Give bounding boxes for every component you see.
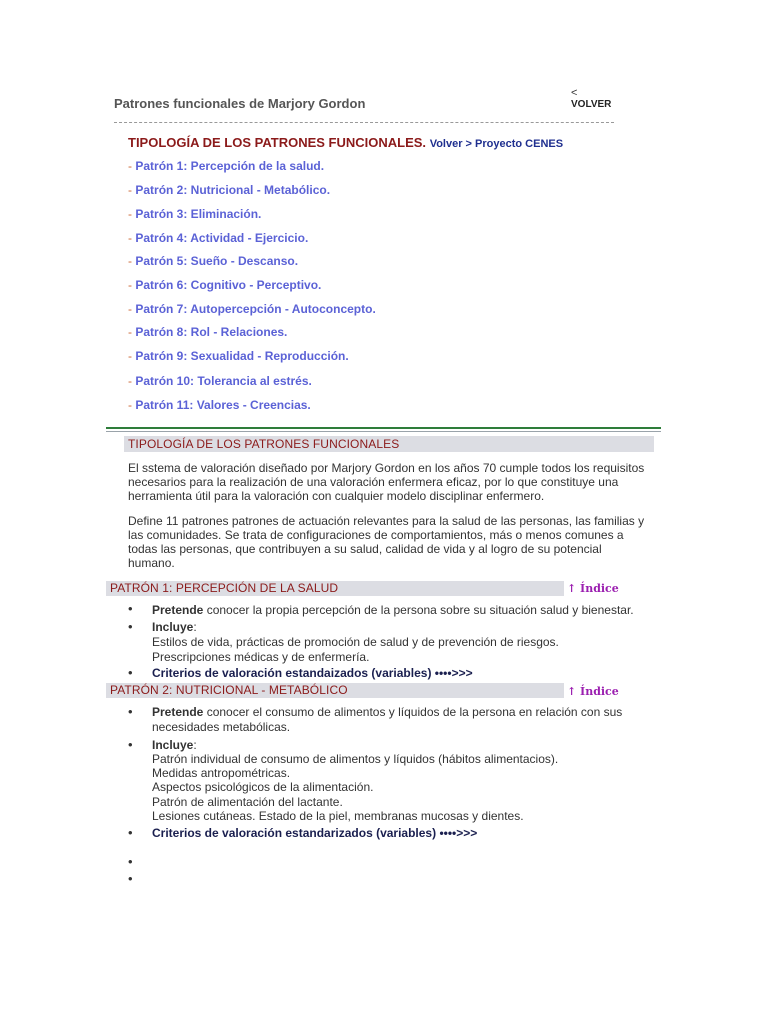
index-link-patron-10[interactable] [128, 374, 312, 388]
breadcrumb-link[interactable]: Volver > Proyecto CENES [429, 138, 564, 150]
dash: - [128, 207, 132, 221]
index-link-label: Patrón 8: Rol - Relaciones. [135, 325, 288, 339]
index-link-patron-1[interactable] [128, 159, 324, 173]
pretende-label: Pretende [152, 603, 204, 617]
define-paragraph: Define 11 patrones patrones de actuación relevantes para la salud de las personas, las familias y las comunidades. Se trata de configuraciones de comportamientos, más o menos comunes a todas las personas, que contribuyen a su salud, calidad de vida y al logro de su potencial humano. [128, 514, 645, 570]
index-link-label: Patrón 10: Tolerancia al estrés. [135, 374, 312, 388]
pattern-1-heading: PATRÓN 1: PERCEPCIÓN DE LA SALUD [106, 581, 564, 596]
page-title: Patrones funcionales de Marjory Gordon [114, 96, 366, 111]
empty-bullet: • [128, 854, 133, 869]
pattern-1-pretende [152, 603, 634, 618]
bullet: • [128, 737, 133, 752]
dash: - [128, 278, 132, 292]
back-link[interactable]: VOLVER [571, 99, 612, 110]
incluye-colon: : [193, 620, 197, 634]
index-link-patron-9[interactable] [128, 349, 349, 363]
index-link-label: Patrón 4: Actividad - Ejercicio. [135, 231, 309, 245]
section-divider-green [106, 427, 661, 429]
index-link-label: Patrón 3: Eliminación. [135, 207, 262, 221]
section-heading: TIPOLOGÍA DE LOS PATRONES FUNCIONALES [124, 436, 654, 452]
pattern-2-incluye-line: Lesiones cutáneas. Estado de la piel, membranas mucosas y dientes. [152, 809, 524, 823]
pattern-2-incluye-line: Patrón individual de consumo de alimentos y líquidos (hábitos alimentacios). [152, 752, 559, 766]
pattern-2-pretende-cont: necesidades metabólicas. [152, 720, 291, 734]
index-heading-text: TIPOLOGÍA DE LOS PATRONES FUNCIONALES. [128, 135, 427, 150]
pretende-text: conocer el consumo de alimentos y líquidos de la persona en relación con sus [203, 705, 623, 719]
pattern-1-incluye [152, 620, 197, 635]
pattern-1-criteria-link[interactable]: Criterios de valoración estandaizados (variables) ••••>>> [152, 666, 473, 680]
index-link-patron-8[interactable] [128, 325, 287, 339]
incluye-colon: : [193, 738, 197, 752]
index-link-patron-5[interactable] [128, 254, 298, 268]
dash: - [128, 183, 132, 197]
dash: - [128, 254, 132, 268]
dash: - [128, 374, 132, 388]
dash: - [128, 231, 132, 245]
index-link-label: Patrón 5: Sueño - Descanso. [135, 254, 299, 268]
pretende-label: Pretende [152, 705, 204, 719]
section-divider-grey [106, 431, 661, 432]
header-divider [114, 122, 614, 123]
pattern-2-incluye-line: Medidas antropométricas. [152, 766, 291, 780]
pattern-2-incluye-line: Patrón de alimentación del lactante. [152, 795, 343, 809]
pattern-2-heading: PATRÓN 2: NUTRICIONAL - METABÓLICO [106, 683, 564, 698]
pattern-2-criteria-link[interactable]: Criterios de valoración estandarizados (variables) ••••>>> [152, 826, 478, 840]
pattern-1-incluye-line: Prescripciones médicas y de enfermería. [152, 650, 370, 664]
dash: - [128, 398, 132, 412]
bullet: • [128, 619, 133, 634]
dash: - [128, 159, 132, 173]
empty-bullet: • [128, 871, 133, 886]
pretende-text: conocer la propia percepción de la persona sobre su situación salud y bienestar. [203, 603, 634, 617]
index-link-patron-3[interactable] [128, 207, 261, 221]
bullet: • [128, 665, 133, 680]
index-link-label: Patrón 2: Nutricional - Metabólico. [135, 183, 331, 197]
back-arrow-icon: < [571, 87, 578, 99]
dash: - [128, 349, 132, 363]
bullet: • [128, 704, 133, 719]
bullet: • [128, 601, 133, 616]
indice-link-2[interactable]: ↑ Índice [567, 685, 619, 698]
intro-paragraph: El sstema de valoración diseñado por Marjory Gordon en los años 70 cumple todos los requisitos necesarios para la realización de una valoración enfermera eficaz, por lo que constituye una herramienta útil para la valoración con cualquier modelo disciplinar enfermero. [128, 461, 645, 503]
incluye-label: Incluye [152, 738, 194, 752]
index-link-label: Patrón 9: Sexualidad - Reproducción. [135, 349, 349, 363]
pattern-2-pretende [152, 705, 622, 720]
pattern-2-incluye-line: Aspectos psicológicos de la alimentación. [152, 780, 374, 794]
index-link-label: Patrón 7: Autopercepción - Autoconcepto. [135, 302, 376, 316]
index-link-patron-2[interactable] [128, 183, 330, 197]
index-link-patron-4[interactable] [128, 231, 308, 245]
index-link-patron-6[interactable] [128, 278, 321, 292]
index-link-patron-11[interactable] [128, 398, 311, 412]
dash: - [128, 302, 132, 316]
index-heading [128, 135, 563, 150]
indice-link-1[interactable]: ↑ Índice [567, 582, 619, 595]
bullet: • [128, 825, 133, 840]
index-link-label: Patrón 6: Cognitivo - Perceptivo. [135, 278, 322, 292]
index-link-patron-7[interactable] [128, 302, 376, 316]
index-link-label: Patrón 11: Valores - Creencias. [135, 398, 311, 412]
pattern-2-incluye [152, 738, 197, 753]
index-link-label: Patrón 1: Percepción de la salud. [135, 159, 325, 173]
dash: - [128, 325, 132, 339]
incluye-label: Incluye [152, 620, 194, 634]
pattern-1-incluye-line: Estilos de vida, prácticas de promoción de salud y de prevención de riesgos. [152, 635, 559, 649]
